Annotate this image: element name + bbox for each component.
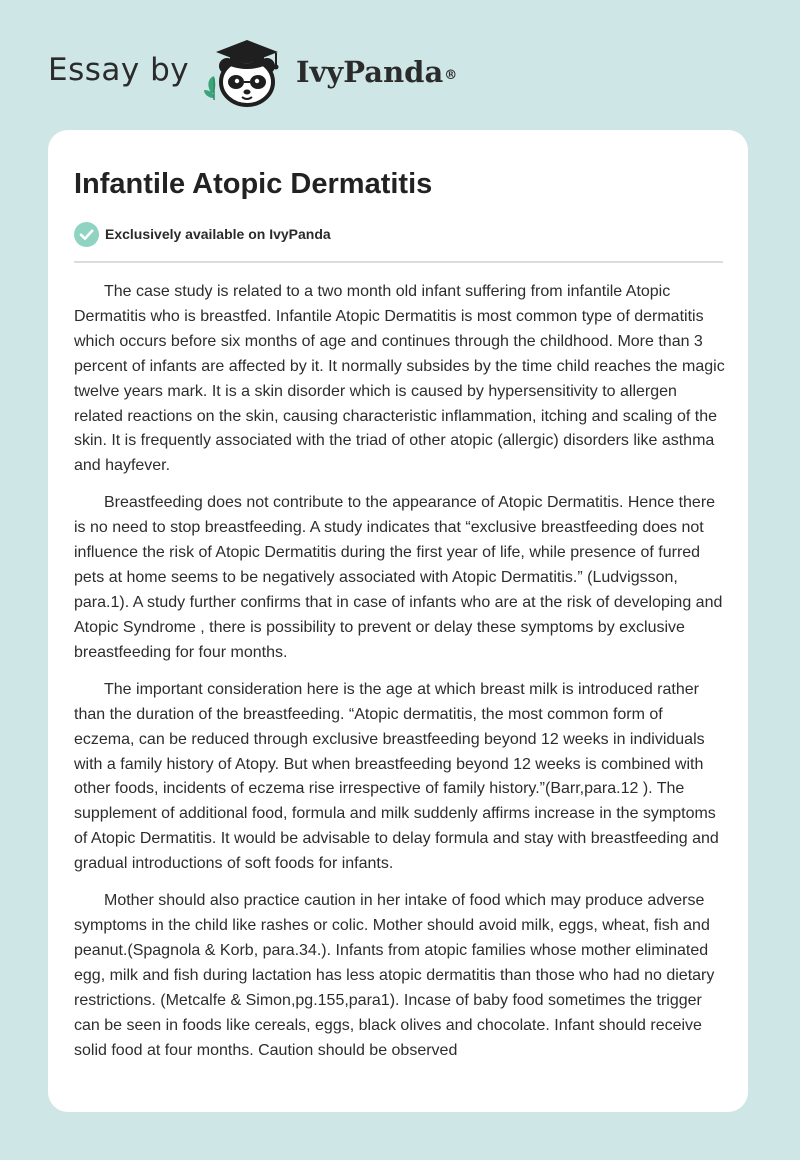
paragraph: Breastfeeding does not contribute to the appearance of Atopic Dermatitis. Hence there is no need to stop breastfeeding. A study indicates that “exclusive breastfeeding does not influence the risk of Atopic Dermatitis during the first year of life, while presence of furred pets at home seems to be negatively associated with Atopic Dermatitis.” (Ludvigsson, para.1). A study further confirms that in case of infants who are at the risk of developing and Atopic Syndrome , there is possibility to prevent or delay these symptoms by exclusive breastfeeding for four months. [74,494,723,661]
registered-mark: ® [444,68,458,83]
site-header [0,0,800,130]
check-circle-icon [74,222,99,247]
panda-graduate-icon[interactable] [200,36,294,108]
brand-name[interactable] [296,52,457,92]
title-divider [74,261,723,263]
brand-name-text: IvyPanda [296,55,444,89]
essay-body [74,280,726,1076]
exclusive-badge [74,221,331,247]
paragraph: Mother should also practice caution in her intake of food which may produce adverse symptoms in the child like rashes or colic. Mother should avoid milk, eggs, wheat, fish and peanut.(Spagnola & Korb, para.34.). Infants from atopic families whose mother eliminated egg, milk and fish during lactation has less atopic dermatitis than those who had no dietary restrictions. (Metcalfe & Simon,pg.155,para1). Incase of baby food sometimes the trigger can be seen in foods like cereals, eggs, black olives and chocolate. Infant should receive solid food at four months. Caution should be observed [74,892,715,1059]
page-title: Infantile Atopic Dermatitis [74,168,433,200]
paragraph: The case study is related to a two month old infant suffering from infantile Atopic Dermatitis who is breastfed. Infantile Atopic Dermatitis is most common type of dermatitis which occurs before six months of age and continues through the childhood. More than 3 percent of infants are affected by it. It normally subsides by the time child reaches the magic twelve years mark. It is a skin disorder which is caused by hypersensitivity to allergen related reactions on the skin, causing characteristic inflammation, itching and scaling of the skin. It is frequently associated with the triad of other atopic (allergic) disorders like asthma and hayfever. [74,283,725,475]
essay-by-label: Essay by [48,52,190,88]
exclusive-badge-text: Exclusively available on IvyPanda [105,226,331,242]
paragraph: The important consideration here is the age at which breast milk is introduced rather than the duration of the breastfeeding. “Atopic dermatitis, the most common form of eczema, can be reduced through exclusive breastfeeding beyond 12 weeks in individuals with a family history of Atopy. But when breastfeeding beyond 12 weeks is combined with other foods, incidents of eczema rise irrespective of family history.”(Barr,para.12 ). The supplement of additional food, formula and milk suddenly affirms increase in the symptoms of Atopic Dermatitis. It would be advisable to delay formula and stay with breastfeeding and gradual introductions of soft foods for infants. [74,680,719,873]
essay-card [48,130,748,1112]
